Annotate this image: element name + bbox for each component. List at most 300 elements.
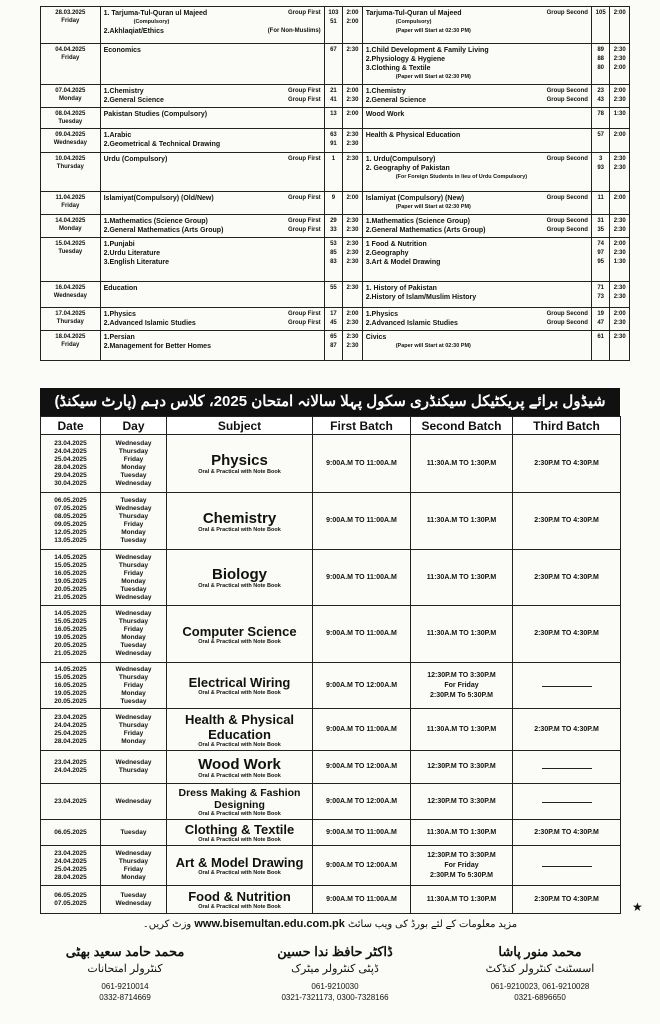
practical-day: Monday	[121, 577, 146, 585]
paper-code: 61	[597, 334, 605, 340]
theory-date-cell	[41, 108, 101, 129]
practical-date: 24.04.2025	[54, 857, 87, 865]
subject-name: Tarjuma-Tul-Quran ul Majeed	[365, 10, 462, 17]
practical-date: 23.04.2025	[54, 439, 87, 447]
paper-time: 2:00	[346, 311, 359, 317]
batch-time: 11:30A.M TO 1:30P.M	[426, 828, 497, 836]
batch-time: For Friday	[444, 861, 479, 869]
theory-date-cell	[41, 308, 101, 331]
subject-line	[366, 46, 588, 55]
practical-subject-name: Clothing & Textile	[184, 822, 295, 837]
theory-subject-first	[100, 129, 324, 153]
paper-code: 29	[330, 218, 337, 224]
paper-code: 31	[597, 218, 605, 224]
paper-time: 2:00	[346, 195, 359, 201]
paper-code: 47	[597, 320, 605, 326]
subject-name: 2.General Mathematics (Arts Group)	[103, 227, 224, 234]
batch-time: 2:30P.M TO 4:30P.M	[534, 828, 599, 836]
website-note	[0, 918, 660, 930]
paper-code: 65	[330, 334, 337, 340]
subject-group: Group Second	[546, 227, 588, 233]
paper-time: 2:30	[613, 56, 626, 62]
subject-name: 2.Management for Better Homes	[103, 343, 211, 350]
paper-time: 2:30	[613, 294, 626, 300]
subject-name: Islamiyat (Compulsory) (New)	[365, 195, 465, 202]
practical-day: Tuesday	[120, 828, 147, 836]
practical-days	[101, 751, 167, 784]
header-second-batch: Second Batch	[411, 417, 513, 435]
theory-date-cell	[41, 153, 101, 192]
subject-group: Group First	[288, 218, 321, 224]
subject-line	[366, 333, 588, 342]
second-batch-time	[411, 663, 513, 709]
website-link[interactable]: www.bisemultan.edu.com.pk	[194, 918, 345, 930]
theory-date: Monday	[58, 96, 82, 102]
practical-date: 16.05.2025	[54, 626, 87, 633]
theory-date: 18.04.2025	[55, 334, 86, 340]
theory-date-cell	[41, 192, 101, 215]
subject-line	[104, 87, 321, 96]
practical-day: Friday	[123, 455, 144, 463]
practical-dates	[41, 550, 101, 606]
theory-subject-second	[362, 331, 591, 361]
theory-time-second	[610, 129, 630, 153]
practical-day: Thursday	[118, 447, 149, 455]
theory-date-cell	[41, 331, 101, 361]
practical-day: Wednesday	[115, 797, 152, 805]
theory-date-cell	[41, 282, 101, 308]
practical-subject-cell	[167, 886, 313, 914]
practical-date: 23.04.2025	[54, 759, 87, 766]
practical-row	[41, 820, 621, 846]
practical-date: 21.05.2025	[54, 593, 87, 601]
batch-time: 11:30A.M TO 1:30P.M	[426, 459, 497, 467]
subject-name: Pakistan Studies (Compulsory)	[103, 111, 208, 118]
subject-name: Education	[103, 285, 138, 292]
third-batch-time	[513, 606, 621, 663]
theory-date: Wednesday	[53, 293, 87, 299]
second-batch-time	[411, 886, 513, 914]
third-batch-time	[513, 493, 621, 550]
theory-subject-second	[362, 108, 591, 129]
batch-time: 9:00A.M TO 11:00A.M	[326, 828, 397, 836]
batch-time: 9:00A.M TO 11:00A.M	[326, 459, 397, 467]
first-batch-time	[313, 550, 411, 606]
signatory-phone: 0321-6896650	[514, 993, 566, 1002]
third-batch-time	[513, 663, 621, 709]
theory-subject-first	[100, 192, 324, 215]
practical-subject-note: Oral & Practical with Note Book	[198, 638, 281, 645]
first-batch-time	[313, 606, 411, 663]
subject-note: (Compulsory)	[133, 19, 170, 25]
practical-date: 15.05.2025	[54, 561, 87, 569]
third-batch-time	[513, 886, 621, 914]
theory-row	[41, 238, 630, 282]
practical-day: Wednesday	[115, 713, 152, 721]
batch-time: 2:30P.M TO 4:30P.M	[534, 630, 599, 637]
practical-days	[101, 550, 167, 606]
signatory-controller	[30, 944, 220, 1003]
paper-time: 2:30	[346, 343, 359, 349]
subject-group: Group First	[288, 320, 321, 326]
batch-time: 9:00A.M TO 12:00A.M	[325, 861, 398, 869]
subject-line	[366, 217, 588, 226]
signatory-title: کنٹرولر امتحانات	[87, 963, 163, 975]
third-batch-time	[513, 435, 621, 493]
practical-subject-cell	[167, 493, 313, 550]
paper-code: 93	[597, 165, 605, 171]
practical-schedule-banner: شیڈول برائے پریکٹیکل سیکنڈری سکول پہلا سالانہ امتحان 2025، کلاس دہم (پارٹ سیکنڈ)	[40, 388, 620, 416]
practical-date: 14.05.2025	[54, 665, 87, 673]
practical-day: Wednesday	[115, 553, 152, 561]
subject-group: Group First	[288, 227, 321, 233]
theory-subject-second	[362, 7, 591, 44]
theory-date: Friday	[61, 18, 80, 24]
theory-subject-first	[100, 308, 324, 331]
practical-date: 28.04.2025	[54, 737, 87, 745]
practical-subject-cell	[167, 751, 313, 784]
practical-day: Friday	[123, 521, 144, 528]
batch-time: 9:00A.M TO 12:00A.M	[325, 681, 398, 689]
theory-date: 14.04.2025	[55, 218, 86, 224]
theory-code-second	[591, 129, 610, 153]
subject-line	[366, 110, 588, 119]
theory-subject-second	[362, 215, 591, 238]
first-batch-time	[313, 784, 411, 820]
practical-subject-name: Chemistry	[202, 509, 277, 527]
paper-code: 80	[597, 65, 605, 71]
theory-subject-first	[100, 44, 324, 85]
subject-name: 2.General Science	[365, 97, 427, 104]
signatory-title: اسسٹنٹ کنٹرولر کنڈکٹ	[485, 963, 595, 975]
theory-date-cell	[41, 85, 101, 108]
theory-time-second	[610, 108, 630, 129]
paper-code: 103	[328, 10, 339, 16]
paper-time: 2:00	[613, 132, 626, 138]
first-batch-time	[313, 663, 411, 709]
signatory-deputy-controller	[240, 944, 430, 1003]
paper-time: 2:30	[346, 250, 359, 256]
paper-time: 2:30	[613, 227, 626, 233]
website-note-urdu-visit: وزٹ کریں۔	[142, 919, 192, 930]
theory-subject-second	[362, 192, 591, 215]
practical-date: 14.05.2025	[54, 553, 87, 561]
theory-subject-second	[362, 153, 591, 192]
header-subject: Subject	[167, 417, 313, 435]
practical-subject-cell	[167, 820, 313, 846]
paper-time: 2:30	[613, 334, 626, 340]
paper-code: 78	[597, 111, 605, 117]
practical-days	[101, 663, 167, 709]
practical-dates	[41, 435, 101, 493]
batch-time: 2:30P.M TO 4:30P.M	[534, 517, 599, 524]
theory-date: Tuesday	[58, 249, 83, 255]
third-batch-time	[513, 709, 621, 751]
theory-date-cell	[41, 238, 101, 282]
theory-code-first	[324, 129, 343, 153]
subject-group: Group Second	[546, 97, 588, 103]
theory-date-cell	[41, 7, 101, 44]
batch-time: 9:00A.M TO 11:00A.M	[326, 895, 397, 903]
theory-code-first	[324, 238, 343, 282]
batch-time: 9:00A.M TO 11:00A.M	[326, 573, 397, 581]
batch-time: 12:30P.M TO 3:30P.M	[427, 763, 496, 770]
theory-date: Thursday	[56, 164, 84, 170]
subject-line	[366, 240, 588, 249]
theory-code-first	[324, 85, 343, 108]
subject-line	[104, 240, 321, 249]
paper-code: 97	[597, 250, 605, 256]
practical-dates	[41, 663, 101, 709]
paper-code: 87	[330, 343, 337, 349]
practical-dates	[41, 820, 101, 846]
subject-line	[104, 140, 321, 149]
star-icon: ★	[632, 900, 643, 914]
paper-time: 2:30	[613, 156, 626, 162]
practical-day: Thursday	[118, 767, 149, 774]
subject-line	[104, 342, 321, 351]
subject-line	[104, 9, 321, 18]
theory-time-first	[343, 308, 363, 331]
practical-day: Wednesday	[115, 849, 152, 857]
paper-time: 2:00	[346, 111, 359, 117]
theory-subject-second	[362, 85, 591, 108]
practical-day: Tuesday	[120, 642, 147, 649]
practical-days	[101, 886, 167, 914]
paper-code: 55	[330, 285, 337, 291]
batch-time: 12:30P.M TO 3:30P.M	[427, 851, 496, 859]
practical-subject-cell	[167, 550, 313, 606]
theory-code-first	[324, 44, 343, 85]
subject-note: (Paper will Start at 02:30 PM)	[395, 28, 471, 34]
theory-time-first	[343, 129, 363, 153]
batch-time: 2:30P.M TO 4:30P.M	[534, 895, 599, 903]
paper-code: 43	[597, 97, 605, 103]
theory-code-first	[324, 308, 343, 331]
subject-group: Group First	[288, 10, 321, 16]
paper-code: 95	[597, 259, 605, 265]
subject-name: 1. Urdu(Compulsory)	[365, 156, 436, 163]
theory-time-first	[343, 331, 363, 361]
theory-row	[41, 192, 630, 215]
paper-time: 2:00	[346, 19, 359, 25]
practical-day: Friday	[123, 569, 144, 577]
subject-name: 1. Tarjuma-Tul-Quran ul Majeed	[103, 10, 208, 17]
practical-date: 06.05.2025	[54, 497, 87, 504]
subject-line	[366, 284, 588, 293]
signatory-title: ڈپٹی کنٹرولر میٹرک	[291, 963, 379, 975]
practical-day: Wednesday	[115, 439, 152, 447]
third-batch-time	[513, 820, 621, 846]
paper-time: 2:30	[613, 250, 626, 256]
subject-name: 2.Urdu Literature	[103, 250, 161, 257]
subject-line	[104, 110, 321, 119]
practical-subject-name: Physics	[211, 452, 268, 469]
practical-day: Monday	[121, 463, 146, 471]
subject-group: Group Second	[546, 311, 588, 317]
practical-day: Wednesday	[115, 665, 152, 673]
theory-date: 04.04.2025	[55, 47, 86, 53]
practical-day: Wednesday	[115, 479, 152, 487]
practical-date: 16.05.2025	[54, 681, 87, 689]
subject-group: Group First	[288, 195, 321, 201]
theory-code-second	[591, 282, 610, 308]
subject-name: Islamiyat(Compulsory) (Old/New)	[103, 195, 214, 202]
theory-row	[41, 108, 630, 129]
paper-time: 2:30	[346, 241, 359, 247]
subject-note: (Paper will Start at 02:30 PM)	[395, 74, 471, 80]
batch-time: 11:30A.M TO 1:30P.M	[426, 573, 497, 581]
practical-date: 12.05.2025	[54, 529, 87, 536]
practical-header-row	[41, 417, 621, 435]
subject-note: (Paper will Start at 02:30 PM)	[395, 204, 471, 210]
paper-time: 2:30	[613, 97, 626, 103]
theory-time-first	[343, 85, 363, 108]
practical-subject-name: Biology	[212, 566, 267, 583]
paper-code: 13	[330, 111, 337, 117]
practical-date: 20.05.2025	[54, 585, 87, 593]
theory-date: Friday	[61, 203, 80, 209]
batch-time: 12:30P.M TO 3:30P.M	[427, 671, 496, 679]
practical-dates	[41, 886, 101, 914]
paper-time: 1:30	[613, 259, 626, 265]
subject-name: 2. Geography of Pakistan	[365, 165, 450, 172]
theory-time-second	[610, 238, 630, 282]
paper-code: 71	[597, 285, 605, 291]
theory-subject-first	[100, 215, 324, 238]
empty-dash	[542, 686, 592, 687]
subject-line	[366, 249, 588, 258]
subject-line	[366, 131, 588, 140]
theory-subject-first	[100, 7, 324, 44]
paper-code: 74	[597, 241, 605, 247]
theory-subject-second	[362, 282, 591, 308]
signatory-name: محمد منور پاشا	[498, 944, 582, 959]
subject-name: 2.Physiology & Hygiene	[365, 56, 446, 63]
signatory-phone: 061-9210014	[101, 982, 149, 991]
subject-name: 1.Mathematics (Science Group)	[365, 218, 470, 225]
theory-date-cell	[41, 44, 101, 85]
theory-date: Monday	[58, 226, 82, 232]
subject-name: Urdu (Compulsory)	[103, 156, 168, 163]
practical-date: 19.05.2025	[54, 634, 87, 641]
subject-line	[104, 96, 321, 105]
paper-code: 83	[330, 259, 337, 265]
theory-time-first	[343, 215, 363, 238]
practical-day: Tuesday	[120, 537, 147, 544]
theory-date-cell	[41, 129, 101, 153]
subject-line	[104, 333, 321, 342]
practical-date: 07.05.2025	[54, 505, 87, 512]
theory-time-first	[343, 153, 363, 192]
practical-subject-cell	[167, 435, 313, 493]
paper-time: 2:30	[613, 47, 626, 53]
paper-code: 88	[597, 56, 605, 62]
practical-subject-cell	[167, 606, 313, 663]
practical-subject-note: Oral & Practical with Note Book	[198, 741, 281, 748]
paper-code: 9	[331, 195, 336, 201]
practical-row	[41, 435, 621, 493]
theory-subject-second	[362, 308, 591, 331]
batch-time: For Friday	[444, 681, 479, 689]
theory-date: 28.03.2025	[55, 10, 86, 16]
batch-time: 11:30A.M TO 1:30P.M	[426, 630, 497, 637]
practical-subject-cell	[167, 663, 313, 709]
practical-day: Monday	[121, 689, 146, 697]
first-batch-time	[313, 751, 411, 784]
practical-subject-note: Oral & Practical with Note Book	[198, 583, 281, 589]
subject-line	[366, 9, 588, 18]
paper-time: 2:00	[613, 10, 626, 16]
practical-day: Friday	[123, 865, 144, 873]
practical-date: 08.05.2025	[54, 513, 87, 520]
theory-subject-second	[362, 44, 591, 85]
practical-row	[41, 784, 621, 820]
subject-line	[366, 164, 588, 173]
practical-days	[101, 606, 167, 663]
theory-time-first	[343, 238, 363, 282]
theory-subject-second	[362, 129, 591, 153]
paper-code: 35	[597, 227, 605, 233]
subject-name: 3.Clothing & Textile	[365, 65, 431, 72]
subject-line	[366, 87, 588, 96]
theory-date: Friday	[61, 55, 80, 61]
practical-dates	[41, 709, 101, 751]
subject-group: (For Non-Muslims)	[267, 28, 321, 34]
paper-code: 89	[597, 47, 605, 53]
batch-time: 2:30P.M TO 4:30P.M	[534, 573, 599, 581]
paper-time: 2:30	[346, 334, 359, 340]
theory-subject-second	[362, 238, 591, 282]
practical-date: 06.05.2025	[54, 828, 87, 836]
practical-day: Thursday	[118, 857, 149, 865]
theory-code-second	[591, 108, 610, 129]
practical-days	[101, 709, 167, 751]
paper-time: 2:30	[346, 47, 359, 53]
practical-subject-cell	[167, 784, 313, 820]
subject-name: Health & Physical Education	[365, 132, 461, 139]
theory-code-first	[324, 108, 343, 129]
theory-time-second	[610, 308, 630, 331]
subject-name: Wood Work	[365, 111, 405, 118]
paper-time: 2:30	[346, 156, 359, 162]
third-batch-time	[513, 784, 621, 820]
practical-row	[41, 709, 621, 751]
signatory-phone: 0321-7321173, 0300-7328166	[281, 993, 389, 1002]
practical-date: 21.05.2025	[54, 650, 87, 657]
subject-group: Group Second	[546, 156, 588, 162]
paper-time: 2:30	[613, 285, 626, 291]
theory-subject-first	[100, 331, 324, 361]
practical-date: 09.05.2025	[54, 521, 87, 528]
paper-code: 53	[330, 241, 337, 247]
practical-day: Wednesday	[115, 650, 152, 657]
subject-note: (Paper will Start at 02:30 PM)	[395, 343, 471, 349]
subject-group: Group First	[288, 88, 321, 94]
paper-time: 2:30	[346, 132, 359, 138]
theory-date: 10.04.2025	[55, 156, 86, 162]
subject-name: 1.Physics	[365, 311, 399, 318]
batch-time: 9:00A.M TO 11:00A.M	[326, 630, 397, 637]
practical-day: Monday	[121, 529, 146, 536]
signatory-name: محمد حامد سعید بھٹی	[65, 944, 185, 959]
theory-code-second	[591, 331, 610, 361]
empty-dash	[542, 866, 592, 867]
theory-row	[41, 7, 630, 44]
theory-row	[41, 215, 630, 238]
paper-code: 63	[330, 132, 337, 138]
practical-date: 25.04.2025	[54, 729, 87, 737]
